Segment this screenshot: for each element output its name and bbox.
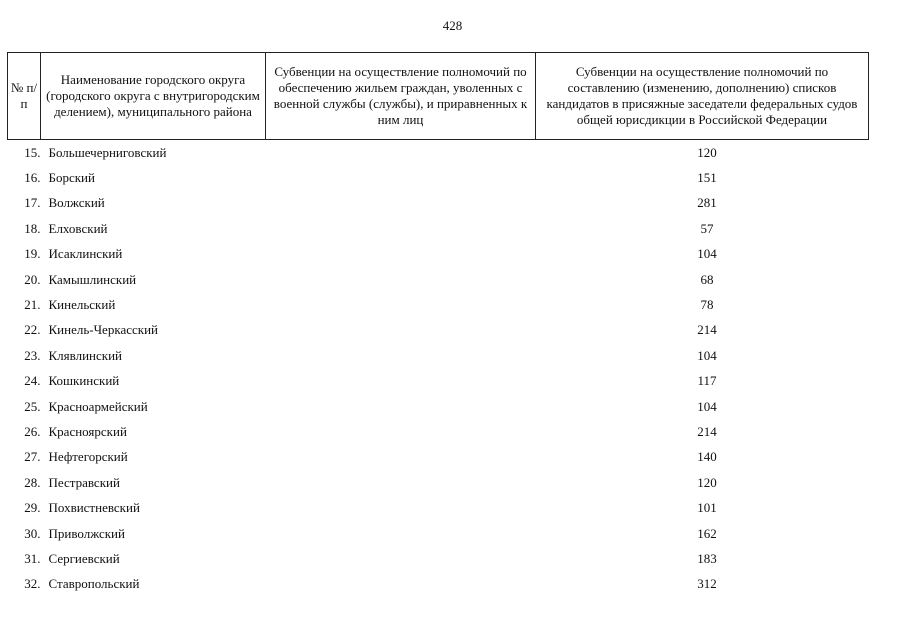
row-number: 26.	[24, 423, 41, 439]
row-name: Пестравский	[48, 474, 120, 490]
row-name: Елховский	[48, 220, 108, 236]
table-row	[8, 546, 869, 571]
row-name: Сергиевский	[48, 550, 120, 566]
row-jury-value: 312	[697, 576, 717, 592]
row-housing-value	[266, 267, 536, 292]
table-row	[8, 470, 869, 495]
row-number: 29.	[24, 500, 41, 516]
header-jury-subvention: Субвенции на осуществление полномочий по составлению (изменению, дополнению) списков кандидатов в присяжные заседатели федеральных судов общей юрисдикции в Российской Федерации	[536, 53, 869, 140]
row-housing-value	[266, 292, 536, 317]
table-row	[8, 343, 869, 368]
row-housing-value	[266, 445, 536, 470]
row-housing-value	[266, 495, 536, 520]
row-name: Клявлинский	[48, 347, 123, 363]
row-number: 21.	[24, 297, 41, 313]
row-jury-value: 120	[697, 474, 717, 490]
row-number: 32.	[24, 576, 41, 592]
row-housing-value	[266, 191, 536, 216]
table-row	[8, 521, 869, 546]
page-number: 428	[442, 18, 463, 33]
row-name: Кинельский	[48, 297, 116, 313]
row-housing-value	[266, 216, 536, 241]
row-jury-value: 117	[697, 373, 717, 389]
table-row	[8, 242, 869, 267]
row-jury-value: 183	[697, 550, 717, 566]
row-jury-value: 78	[700, 297, 714, 313]
header-housing-subvention: Субвенции на осуществление полномочий по обеспечению жильем граждан, уволенных с военной службы (службы), и приравненных к ним лиц	[266, 53, 536, 140]
row-number: 25.	[24, 398, 41, 414]
row-housing-value	[266, 242, 536, 267]
row-name: Приволжский	[48, 525, 125, 541]
row-number: 19.	[24, 246, 41, 262]
row-jury-value: 57	[700, 220, 714, 236]
row-name: Нефтегорский	[48, 449, 128, 465]
row-number: 24.	[24, 373, 41, 389]
row-housing-value	[266, 572, 536, 597]
row-jury-value: 281	[697, 195, 717, 211]
table-row	[8, 191, 869, 216]
table-row	[8, 140, 869, 166]
row-jury-value: 162	[697, 525, 717, 541]
row-housing-value	[266, 546, 536, 571]
header-number: № п/п	[8, 53, 41, 140]
row-housing-value	[266, 394, 536, 419]
row-housing-value	[266, 318, 536, 343]
row-name: Борский	[48, 170, 95, 186]
row-jury-value: 214	[697, 423, 717, 439]
row-number: 23.	[24, 347, 41, 363]
row-housing-value	[266, 165, 536, 190]
row-name: Похвистневский	[48, 500, 140, 516]
row-number: 16.	[24, 170, 41, 186]
row-housing-value	[266, 140, 536, 166]
row-name: Исаклинский	[48, 246, 123, 262]
row-number: 22.	[24, 322, 41, 338]
row-jury-value: 151	[697, 170, 717, 186]
row-jury-value: 214	[697, 322, 717, 338]
row-name: Кинель-Черкасский	[48, 322, 158, 338]
table-row	[8, 369, 869, 394]
row-name: Ставропольский	[48, 576, 140, 592]
table-row	[8, 216, 869, 241]
table-body	[8, 140, 869, 598]
row-number: 20.	[24, 271, 41, 287]
row-jury-value: 104	[697, 246, 717, 262]
row-number: 15.	[24, 144, 41, 160]
row-jury-value: 68	[700, 271, 714, 287]
row-jury-value: 104	[697, 347, 717, 363]
row-number: 17.	[24, 195, 41, 211]
row-number: 18.	[24, 220, 41, 236]
row-number: 31.	[24, 550, 41, 566]
row-name: Волжский	[48, 195, 105, 211]
table-row	[8, 292, 869, 317]
row-housing-value	[266, 343, 536, 368]
header-name: Наименование городского округа (городского округа с внутригородским делением), муниципального района	[41, 53, 266, 140]
subventions-table	[7, 52, 869, 597]
table-row	[8, 419, 869, 444]
row-jury-value: 140	[697, 449, 717, 465]
row-name: Красноярский	[48, 423, 127, 439]
table-header-row	[8, 53, 869, 140]
row-housing-value	[266, 521, 536, 546]
table-row	[8, 165, 869, 190]
row-number: 30.	[24, 525, 41, 541]
row-number: 28.	[24, 474, 41, 490]
row-name: Красноармейский	[48, 398, 148, 414]
table-row	[8, 445, 869, 470]
table-row	[8, 495, 869, 520]
table-row	[8, 394, 869, 419]
row-housing-value	[266, 369, 536, 394]
row-name: Большечерниговский	[48, 144, 167, 160]
table-row	[8, 572, 869, 597]
row-name: Камышлинский	[48, 271, 137, 287]
row-number: 27.	[24, 449, 41, 465]
row-jury-value: 104	[697, 398, 717, 414]
row-housing-value	[266, 470, 536, 495]
row-jury-value: 101	[697, 500, 717, 516]
table-row	[8, 318, 869, 343]
row-housing-value	[266, 419, 536, 444]
row-jury-value: 120	[697, 144, 717, 160]
row-name: Кошкинский	[48, 373, 120, 389]
table-row	[8, 267, 869, 292]
